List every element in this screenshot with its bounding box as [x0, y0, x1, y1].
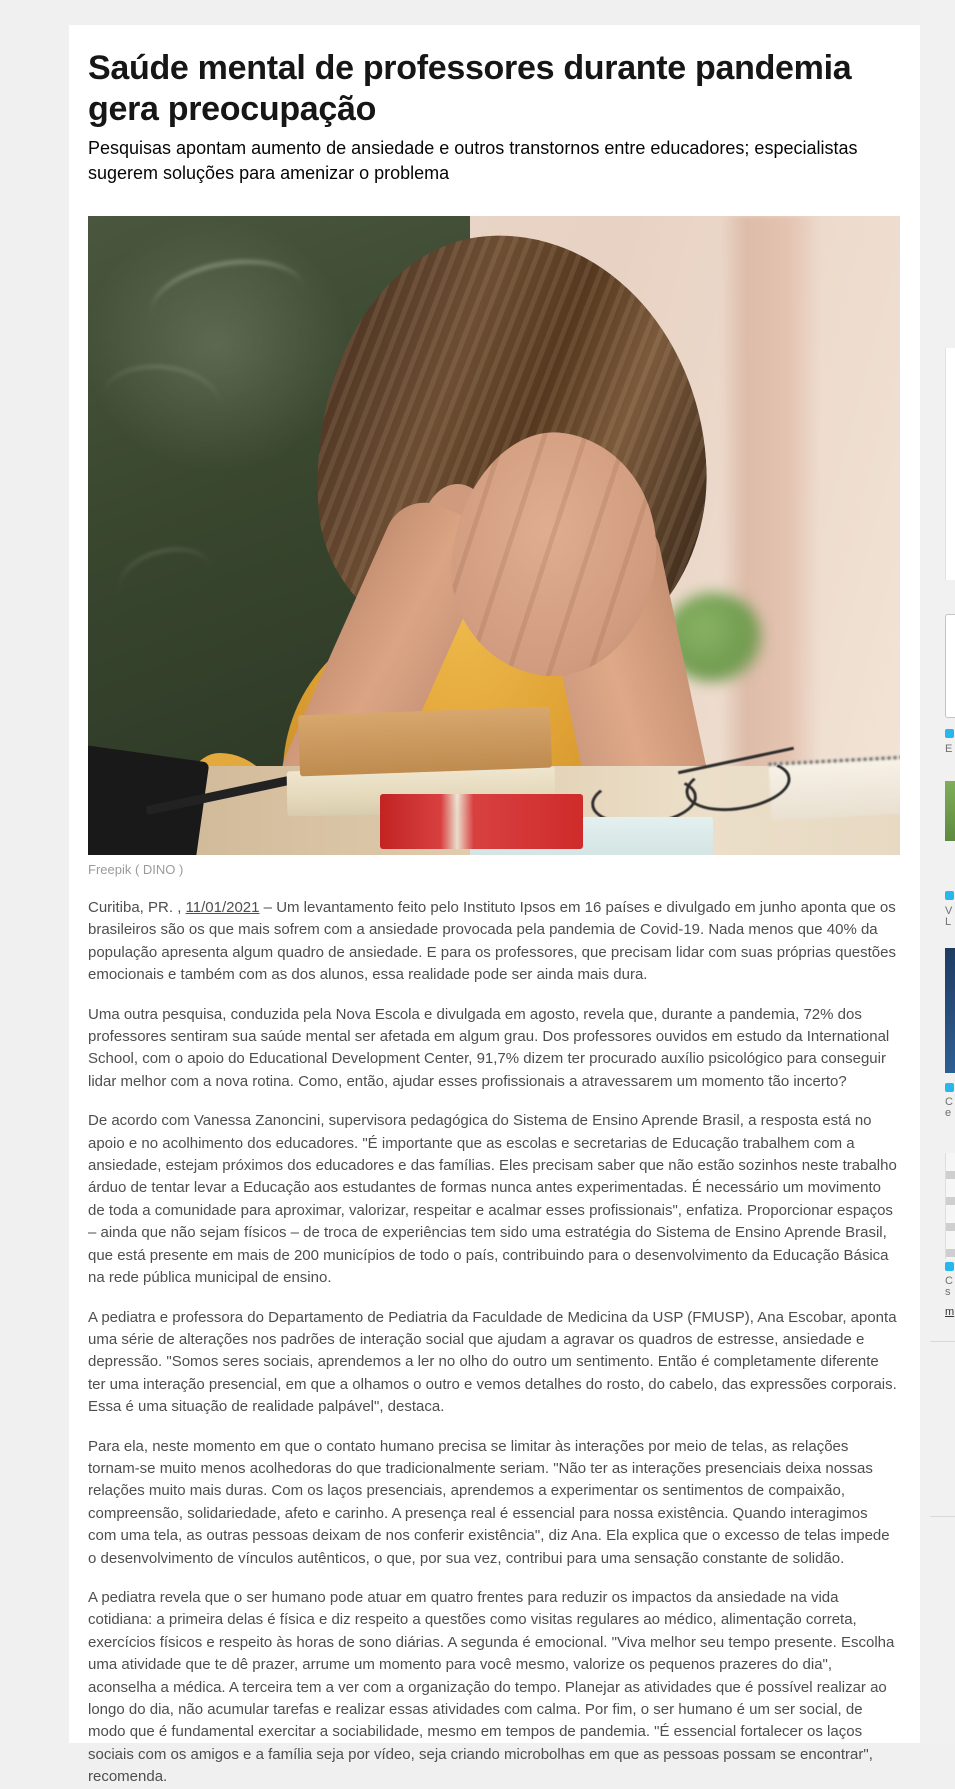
article-paragraph: A pediatra revela que o ser humano pode atuar em quatro frentes para reduzir os impactos da ansiedade na vida cotidiana: a primeira delas é física e diz respeito a questões como visitas regulares ao médico, alimentação correta, exercícios físicos e respeito às horas de sono diárias. A segunda é emocional. "Viva melhor seu tempo presente. Escolha uma atividade que te dê prazer, arrume um momento para você mesmo, valorize os pequenos prazeres do dia", aconselha a médica. A terceira tem a ver com a organização do tempo. Planejar as atividades que é possível realizar ao longo do dia, não acumular tarefas e realizar essas atividades com calma. Por fim, o ser humano é um ser social, de modo que é fundamental exercitar a sociabilidade, mesmo em tempos de pandemia. "É essencial fortalecer os laços sociais com os amigos e a família seja por vídeo, seja criando microbolhas em que as pessoas possam se encontrar", recomenda.: [88, 1588, 895, 1786]
sidebar-rail: [920, 0, 955, 1743]
sidebar-divider: [930, 1516, 955, 1517]
sidebar-link[interactable]: m: [945, 1306, 955, 1318]
sidebar-divider: [930, 1341, 955, 1342]
article-paragraph: Uma outra pesquisa, conduzida pela Nova Escola e divulgada em agosto, revela que, durante a pandemia, 72% dos professores sentiram sua saúde mental ser afetada em algum grau. Dos professores ouvidos em estudo da International School, com o apoio do Educational Development Center, 91,7% dizem ter procurado auxílio psicológico para conseguir lidar melhor com a nova rotina. Como, então, ajudar esses profissionais a atravessarem um momento tão incerto?: [88, 1005, 890, 1090]
chalk-scribble: [113, 539, 218, 617]
article-card: [69, 25, 920, 1786]
sidebar-item-title[interactable]: C: [945, 1276, 953, 1287]
sidebar-bordered-box[interactable]: [945, 614, 955, 718]
article-paragraph: A pediatra e professora do Departamento de Pediatria da Faculdade de Medicina da USP (FMUSP), Ana Escobar, aponta uma série de alterações nos padrões de interação social que ajudam a agravar os quadros de estresse, ansiedade e depressão. "Somos seres sociais, aprendemos a ler no olho do outro um sentimento. Então é completamente diferente ter uma interação presencial, em que a olhamos o outro e vemos detalhes do rosto, do cabelo, das expressões corporais. Essa é uma situação de realidade palpável", destaca.: [88, 1308, 897, 1416]
sidebar-thumbnail-gray[interactable]: [945, 1153, 955, 1259]
article-photo: [88, 216, 900, 855]
sidebar-widget-panel: [945, 348, 955, 580]
photo-book-tan: [298, 707, 552, 776]
photo-credit: Freepik ( DINO ): [88, 862, 184, 877]
chalk-haze: [88, 216, 353, 475]
sidebar-item-title[interactable]: E: [945, 744, 953, 755]
article-paragraph: [88, 897, 900, 987]
dateline-location: Curitiba, PR. ,: [88, 899, 186, 916]
article-paragraph: Para ela, neste momento em que o contato humano precisa se limitar às interações por meio de telas, as relações tornam-se muito menos acolhedoras do que tradicionalmente seriam. "Não ter as interações presenciais deixa nossas relações muito mais duras. Com os laços presenciais, aprendemos a experimentar os sentimentos de compaixão, compreensão, solidariedade, afeto e carinho. A presença real é essencial para nossa existência. Quando interagimos com uma tela, as outras pessoas deixam de nos conferir existência", diz Ana. Ela explica que o excesso de telas impede o desenvolvimento de vínculos autênticos, o que, por sua vez, contribui para uma sensação constante de solidão.: [88, 1437, 890, 1567]
photo-eyeglasses: [591, 772, 794, 823]
photo-book-red: [380, 794, 583, 848]
dateline-separator: –: [263, 899, 277, 916]
sidebar-item-icon: [945, 1083, 954, 1092]
dateline-date: 11/01/2021: [185, 899, 260, 916]
sidebar-thumbnail-navy[interactable]: [945, 948, 955, 1073]
article-subtitle: Pesquisas apontam aumento de ansiedade e outros transtornos entre educadores; especialistas sugerem soluções para amenizar o problema: [88, 138, 858, 183]
paragraph-text: Um levantamento feito pelo Instituto Ipsos em 16 países e divulgado em junho aponta que os brasileiros são os que mais sofrem com a ansiedade provocada pela pandemia de Covid-19. Nada menos que 40% da população apresenta algum quadro de ansiedade. E para os professores, que precisam lidar com suas próprias questões emocionais e também com as dos alunos, essa realidade pode ser ainda mais dura.: [88, 899, 896, 984]
sidebar-item-title[interactable]: L: [945, 917, 952, 928]
sidebar-item-icon: [945, 891, 954, 900]
sidebar-item-title[interactable]: e: [945, 1108, 952, 1119]
sidebar-item-title[interactable]: s: [945, 1287, 951, 1298]
sidebar-item-title[interactable]: C: [945, 1097, 953, 1108]
sidebar-item-icon: [945, 1262, 954, 1271]
sidebar-item-title[interactable]: V: [945, 906, 953, 917]
article-body: [88, 897, 900, 1789]
sidebar-item-icon: [945, 729, 954, 738]
sidebar-thumbnail-green[interactable]: [945, 781, 955, 841]
article-paragraph: De acordo com Vanessa Zanoncini, supervisora pedagógica do Sistema de Ensino Aprende Brasil, a resposta está no apoio e no acolhimento dos educadores. "É importante que as escolas e secretarias de Educação trabalhem com a ansiedade, estejam próximos dos educadores e das famílias. Eles precisam saber que não estão sozinhos neste trabalho árduo de tentar levar a Educação aos estudantes de formas nunca antes experimentadas. É necessário um movimento de toda a comunidade para aproximar, valorizar, respeitar e acalmar esses profissionais", enfatiza. Proporcionar espaços – ainda que não sejam físicos – de troca de experiências tem sido uma estratégia do Sistema de Ensino Aprende Brasil, que está presente em mais de 200 municípios de todo o país, contribuindo para o desenvolvimento da Educação Básica na rede pública municipal de ensino.: [88, 1112, 897, 1287]
article-title: Saúde mental de professores durante pandemia gera preocupação: [88, 49, 852, 128]
